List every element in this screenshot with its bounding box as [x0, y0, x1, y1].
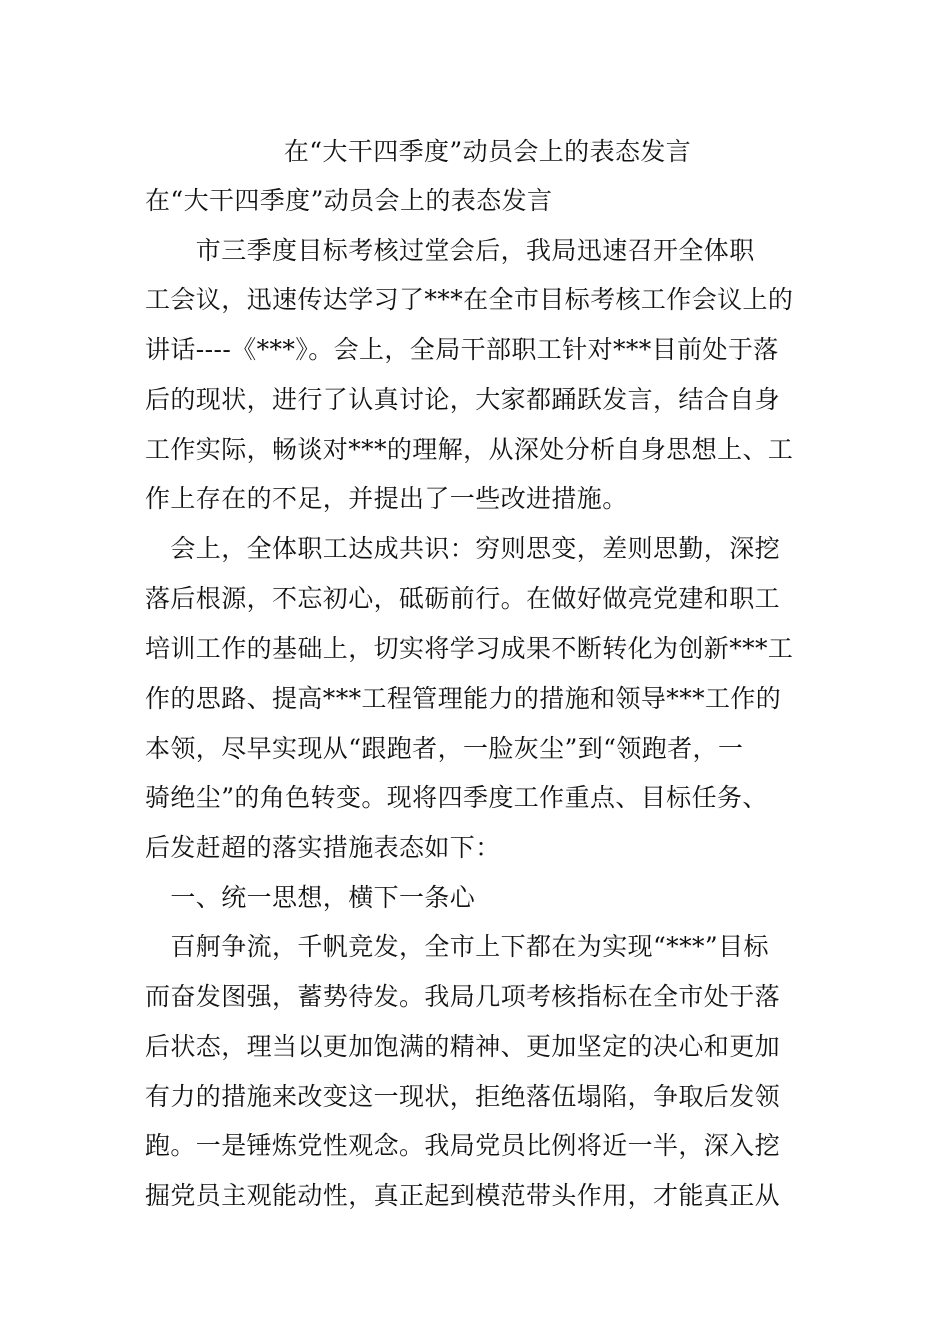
section-heading: 一、统一思想，横下一条心: [145, 883, 476, 912]
text-line: 有力的措施来改变这一现状，拒绝落伍塌陷，争取后发领: [145, 1082, 781, 1111]
text-line: 后状态，理当以更加饱满的精神、更加坚定的决心和更加: [145, 1032, 781, 1061]
text-line: 骑绝尘”的角色转变。现将四季度工作重点、目标任务、: [145, 783, 768, 812]
text-line: 掘党员主观能动性，真正起到模范带头作用，才能真正从: [145, 1181, 781, 1210]
text-line: 后发赶超的落实措施表态如下：: [145, 833, 501, 862]
text-line: 会上，全体职工达成共识：穷则思变，差则思勤，深挖: [145, 534, 781, 563]
text-line: 培训工作的基础上，切实将学习成果不断转化为创新***工: [145, 634, 794, 663]
text-line: 跑。一是锤炼党性观念。我局党员比例将近一半，深入挖: [145, 1131, 781, 1160]
document-title: 在“大干四季度”动员会上的表态发言: [283, 137, 692, 166]
text-line: 工会议，迅速传达学习了***在全市目标考核工作会议上的: [145, 285, 794, 314]
text-line: 落后根源，不忘初心，砥砺前行。在做好做亮党建和职工: [145, 584, 781, 613]
text-line: 百舸争流，千帆竞发，全市上下都在为实现“***”目标: [145, 932, 769, 961]
text-line: 而奋发图强，蓄势待发。我局几项考核指标在全市处于落: [145, 982, 781, 1011]
document-subtitle: 在“大干四季度”动员会上的表态发言: [145, 186, 553, 215]
text-line: 工作实际，畅谈对***的理解，从深处分析自身思想上、工: [145, 435, 794, 464]
text-line: 市三季度目标考核过堂会后，我局迅速召开全体职: [145, 236, 755, 265]
text-line: 讲话----《***》。会上，全局干部职工针对***目前处于落: [145, 335, 779, 364]
text-line: 本领，尽早实现从“跟跑者，一脸灰尘”到“领跑者，一: [145, 734, 744, 763]
text-line: 作的思路、提高***工程管理能力的措施和领导***工作的: [145, 684, 782, 713]
text-line: 后的现状，进行了认真讨论，大家都踊跃发言，结合自身: [145, 385, 781, 414]
text-line: 作上存在的不足，并提出了一些改进措施。: [145, 484, 628, 513]
